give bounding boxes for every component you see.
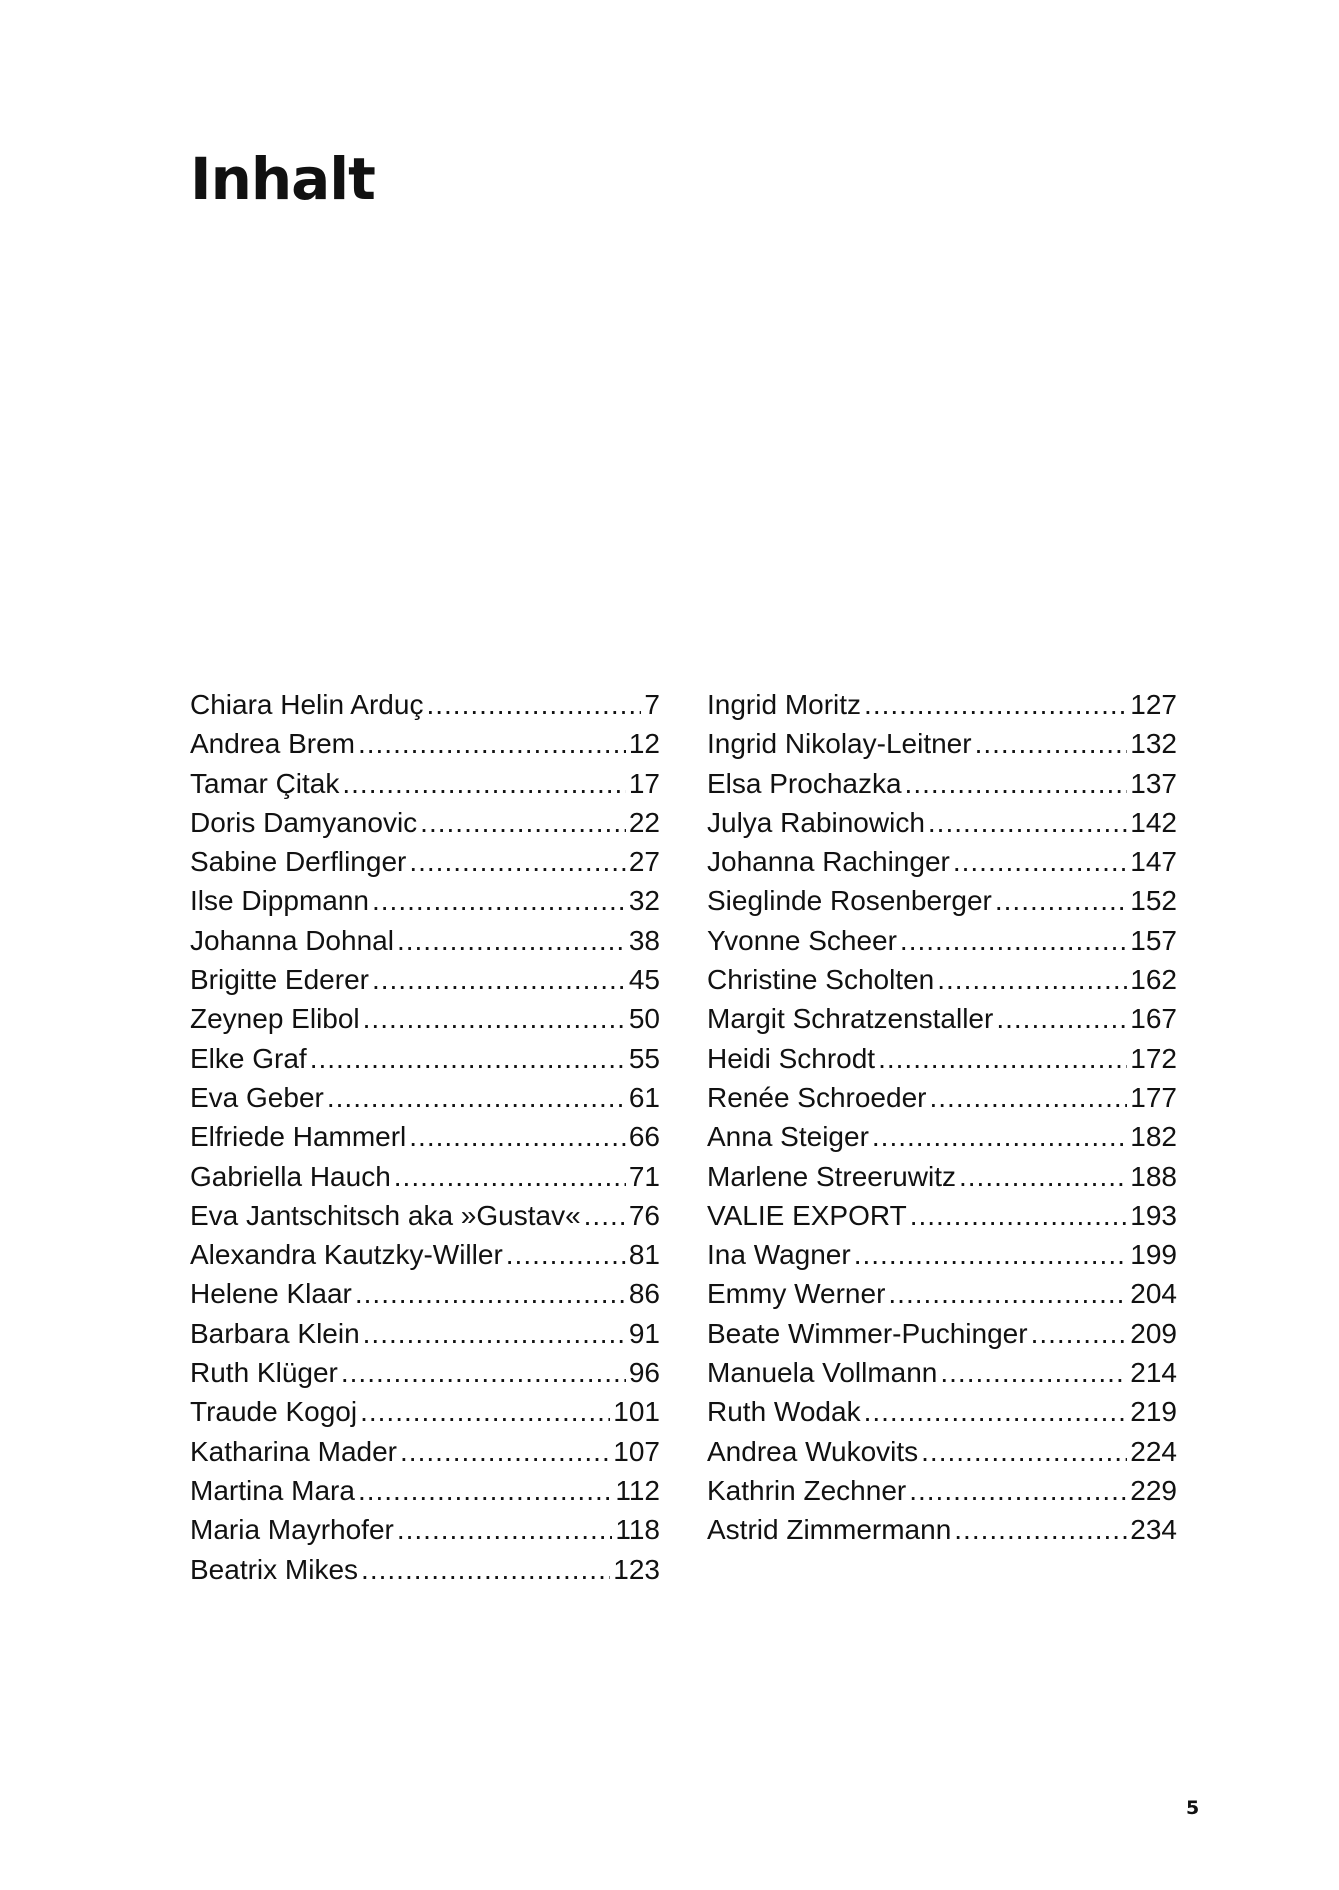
toc-entry[interactable]	[190, 1353, 660, 1392]
toc-entry[interactable]	[190, 1274, 660, 1313]
toc-entry[interactable]	[190, 921, 660, 960]
toc-entry[interactable]	[707, 881, 1177, 920]
toc-entry[interactable]	[190, 1314, 660, 1353]
toc-dot-leader	[310, 1039, 626, 1078]
toc-entry-page: 118	[615, 1514, 660, 1546]
toc-entry-page: 177	[1130, 1081, 1177, 1113]
toc-entry-page: 157	[1130, 924, 1177, 956]
toc-entry[interactable]	[707, 1392, 1177, 1431]
toc-dot-leader	[921, 1432, 1127, 1471]
toc-entry-page: 137	[1130, 767, 1177, 799]
toc-dot-leader	[910, 1196, 1128, 1235]
toc-entry[interactable]	[707, 999, 1177, 1038]
toc-entry-page: 224	[1130, 1435, 1177, 1467]
toc-entry[interactable]	[190, 764, 660, 803]
toc-entry-page: 204	[1130, 1278, 1177, 1310]
toc-entry-name: Ina Wagner	[707, 1239, 851, 1271]
toc-dot-leader	[878, 1039, 1127, 1078]
toc-entry-name: Ruth Klüger	[190, 1357, 338, 1389]
toc-dot-leader	[928, 803, 1127, 842]
toc-entry-page: 234	[1130, 1514, 1177, 1546]
toc-dot-leader	[342, 764, 625, 803]
toc-entry-page: 50	[628, 1003, 660, 1035]
toc-entry[interactable]	[190, 724, 660, 763]
toc-dot-leader	[363, 1314, 626, 1353]
toc-entry-name: Emmy Werner	[707, 1278, 886, 1310]
toc-entry-name: Sieglinde Rosenberger	[707, 885, 992, 917]
toc-entry-name: Helene Klaar	[190, 1278, 352, 1310]
toc-dot-leader	[394, 1157, 626, 1196]
toc-dot-leader	[888, 1274, 1127, 1313]
toc-entry-page: 193	[1130, 1199, 1177, 1231]
toc-dot-leader	[360, 1392, 610, 1431]
toc-entry-name: Elsa Prochazka	[707, 767, 902, 799]
toc-entry-name: Tamar Çitak	[190, 767, 340, 799]
toc-dot-leader	[995, 881, 1127, 920]
toc-entry-page: 172	[1130, 1042, 1177, 1074]
toc-dot-leader	[361, 1550, 610, 1589]
toc-entry[interactable]	[190, 999, 660, 1038]
toc-entry-page: 182	[1130, 1121, 1177, 1153]
toc-entry[interactable]	[190, 1039, 660, 1078]
toc-entry-name: Eva Geber	[190, 1081, 324, 1113]
toc-entry-page: 32	[628, 885, 660, 917]
toc-dot-leader	[900, 921, 1127, 960]
toc-dot-leader	[929, 1078, 1127, 1117]
toc-dot-leader	[954, 1510, 1127, 1549]
toc-entry-page: 112	[615, 1474, 660, 1506]
toc-entry-name: Marlene Streeruwitz	[707, 1160, 956, 1192]
toc-entry-page: 86	[628, 1278, 660, 1310]
toc-entry-name: Sabine Derflinger	[190, 846, 407, 878]
toc-entry[interactable]	[707, 1471, 1177, 1510]
toc-entry[interactable]	[190, 803, 660, 842]
toc-dot-leader	[1031, 1314, 1128, 1353]
toc-dot-leader	[400, 1432, 610, 1471]
toc-entry[interactable]	[190, 842, 660, 881]
toc-dot-leader	[355, 1274, 626, 1313]
toc-entry-name: Gabriella Hauch	[190, 1160, 391, 1192]
toc-dot-leader	[409, 842, 626, 881]
toc-entry[interactable]	[190, 1550, 660, 1589]
toc-entry[interactable]	[190, 1157, 660, 1196]
toc-dot-leader	[397, 1510, 613, 1549]
toc-entry-page: 209	[1130, 1317, 1177, 1349]
toc-entry-name: Elfriede Hammerl	[190, 1121, 407, 1153]
toc-dot-leader	[959, 1157, 1127, 1196]
toc-entry-name: Ingrid Nikolay-Leitner	[707, 728, 972, 760]
toc-entry-page: 219	[1130, 1396, 1177, 1428]
toc-entry[interactable]	[707, 842, 1177, 881]
toc-entry-page: 142	[1130, 806, 1177, 838]
toc-dot-leader	[937, 960, 1127, 999]
toc-entry[interactable]	[707, 1432, 1177, 1471]
toc-dot-leader	[506, 1235, 626, 1274]
toc-entry[interactable]	[707, 1039, 1177, 1078]
toc-dot-leader	[584, 1196, 626, 1235]
toc-entry-page: 22	[628, 806, 660, 838]
toc-entry-page: 199	[1130, 1239, 1177, 1271]
toc-dot-leader	[854, 1235, 1128, 1274]
toc-entry-page: 214	[1130, 1357, 1177, 1389]
toc-entry[interactable]	[707, 1235, 1177, 1274]
toc-entry[interactable]	[707, 1274, 1177, 1313]
toc-entry-page: 152	[1130, 885, 1177, 917]
toc-entry[interactable]	[190, 1471, 660, 1510]
toc-entry-name: Margit Schratzenstaller	[707, 1003, 994, 1035]
toc-entry[interactable]	[707, 1078, 1177, 1117]
toc-dot-leader	[975, 724, 1128, 763]
toc-entry[interactable]	[190, 1432, 660, 1471]
toc-entry-name: VALIE EXPORT	[707, 1199, 907, 1231]
toc-entry[interactable]	[190, 1510, 660, 1549]
toc-dot-leader	[864, 685, 1127, 724]
toc-entry[interactable]	[707, 960, 1177, 999]
toc-entry-page: 55	[628, 1042, 660, 1074]
toc-entry-name: Manuela Vollmann	[707, 1357, 938, 1389]
toc-entry-page: 61	[628, 1081, 660, 1113]
toc-entry-page: 101	[613, 1396, 660, 1428]
toc-entry-name: Andrea Wukovits	[707, 1435, 919, 1467]
toc-entry[interactable]	[707, 685, 1177, 724]
toc-entry[interactable]	[190, 1196, 660, 1235]
toc-entry-page: 162	[1130, 964, 1177, 996]
toc-entry-page: 12	[628, 728, 660, 760]
toc-entry-name: Renée Schroeder	[707, 1081, 927, 1113]
toc-entry-page: 27	[628, 846, 660, 878]
page-number: 5	[1186, 1797, 1200, 1819]
toc-entry-page: 188	[1130, 1160, 1177, 1192]
toc-entry-page: 147	[1130, 846, 1177, 878]
toc-entry[interactable]	[707, 764, 1177, 803]
toc-entry-page: 71	[628, 1160, 660, 1192]
toc-entry[interactable]	[707, 724, 1177, 763]
toc-entry[interactable]	[707, 921, 1177, 960]
toc-entry[interactable]	[190, 1235, 660, 1274]
toc-entry[interactable]	[190, 1392, 660, 1431]
toc-entry-name: Maria Mayrhofer	[190, 1514, 394, 1546]
toc-entry-name: Ruth Wodak	[707, 1396, 861, 1428]
page-title: Inhalt	[190, 145, 375, 213]
toc-entry-name: Martina Mara	[190, 1474, 355, 1506]
toc-dot-leader	[341, 1353, 626, 1392]
toc-dot-leader	[940, 1353, 1127, 1392]
toc-dot-leader	[905, 764, 1128, 803]
toc-entry[interactable]	[707, 1117, 1177, 1156]
toc-entry-page: 17	[628, 767, 660, 799]
toc-entry-name: Beatrix Mikes	[190, 1553, 359, 1585]
toc-entry-name: Traude Kogoj	[190, 1396, 358, 1428]
toc-entry-name: Johanna Rachinger	[707, 846, 950, 878]
toc-dot-leader	[426, 685, 641, 724]
toc-entry-name: Heidi Schrodt	[707, 1042, 876, 1074]
toc-entry-name: Elke Graf	[190, 1042, 307, 1074]
toc-entry-page: 167	[1130, 1003, 1177, 1035]
toc-entry-name: Anna Steiger	[707, 1121, 869, 1153]
toc-dot-leader	[358, 724, 626, 763]
toc-entry-page: 66	[628, 1121, 660, 1153]
toc-entry[interactable]	[707, 1510, 1177, 1549]
toc-entry-name: Kathrin Zechner	[707, 1474, 907, 1506]
toc-dot-leader	[872, 1117, 1127, 1156]
toc-entry[interactable]	[707, 1353, 1177, 1392]
toc-dot-leader	[372, 960, 626, 999]
toc-entry-page: 7	[644, 689, 660, 720]
toc-entry-page: 123	[613, 1553, 660, 1585]
toc-entry-name: Doris Damyanovic	[190, 806, 418, 838]
toc-entry-name: Beate Wimmer-Puchinger	[707, 1317, 1028, 1349]
toc-entry-name: Zeynep Elibol	[190, 1003, 360, 1035]
toc-entry-name: Barbara Klein	[190, 1317, 360, 1349]
toc-entry-page: 81	[628, 1239, 660, 1271]
toc-dot-leader	[864, 1392, 1128, 1431]
toc-dot-leader	[953, 842, 1127, 881]
toc-entry-name: Andrea Brem	[190, 728, 355, 760]
toc-entry[interactable]	[190, 1117, 660, 1156]
toc-dot-leader	[409, 1117, 626, 1156]
toc-entry-name: Chiara Helin Arduç	[190, 689, 424, 720]
toc-entry[interactable]	[190, 1078, 660, 1117]
toc-entry-page: 38	[628, 924, 660, 956]
toc-entry-page: 107	[613, 1435, 660, 1467]
toc-entry-name: Julya Rabinowich	[707, 806, 925, 838]
toc-entry[interactable]	[190, 960, 660, 999]
toc-entry[interactable]	[707, 1196, 1177, 1235]
toc-entry[interactable]	[707, 803, 1177, 842]
toc-entry-page: 45	[628, 964, 660, 996]
toc-dot-leader	[358, 1471, 612, 1510]
toc-entry-name: Johanna Dohnal	[190, 924, 394, 956]
toc-dot-leader	[996, 999, 1127, 1038]
toc-entry-name: Yvonne Scheer	[707, 924, 897, 956]
toc-dot-leader	[372, 881, 626, 920]
toc-entry[interactable]	[190, 685, 660, 724]
toc-entry-page: 96	[628, 1357, 660, 1389]
toc-dot-leader	[397, 921, 626, 960]
toc-entry-page: 91	[628, 1317, 660, 1349]
toc-entry-name: Ilse Dippmann	[190, 885, 369, 917]
toc-column-left	[190, 685, 660, 1589]
toc-entry-page: 76	[628, 1199, 660, 1231]
toc-entry[interactable]	[707, 1157, 1177, 1196]
toc-entry-name: Eva Jantschitsch aka »Gustav«	[190, 1199, 581, 1231]
toc-entry[interactable]	[707, 1314, 1177, 1353]
toc-dot-leader	[420, 803, 626, 842]
toc-entry-page: 132	[1130, 728, 1177, 760]
toc-entry-name: Katharina Mader	[190, 1435, 398, 1467]
toc-entry-page: 229	[1130, 1474, 1177, 1506]
toc-column-right	[707, 685, 1177, 1550]
toc-entry-name: Ingrid Moritz	[707, 689, 862, 720]
toc-entry[interactable]	[190, 881, 660, 920]
toc-entry-name: Christine Scholten	[707, 964, 935, 996]
toc-entry-name: Alexandra Kautzky-Willer	[190, 1239, 503, 1271]
toc-dot-leader	[909, 1471, 1127, 1510]
toc-entry-page: 127	[1130, 689, 1177, 720]
toc-entry-name: Brigitte Ederer	[190, 964, 369, 996]
toc-dot-leader	[363, 999, 626, 1038]
toc-entry-name: Astrid Zimmermann	[707, 1514, 952, 1546]
toc-dot-leader	[327, 1078, 626, 1117]
